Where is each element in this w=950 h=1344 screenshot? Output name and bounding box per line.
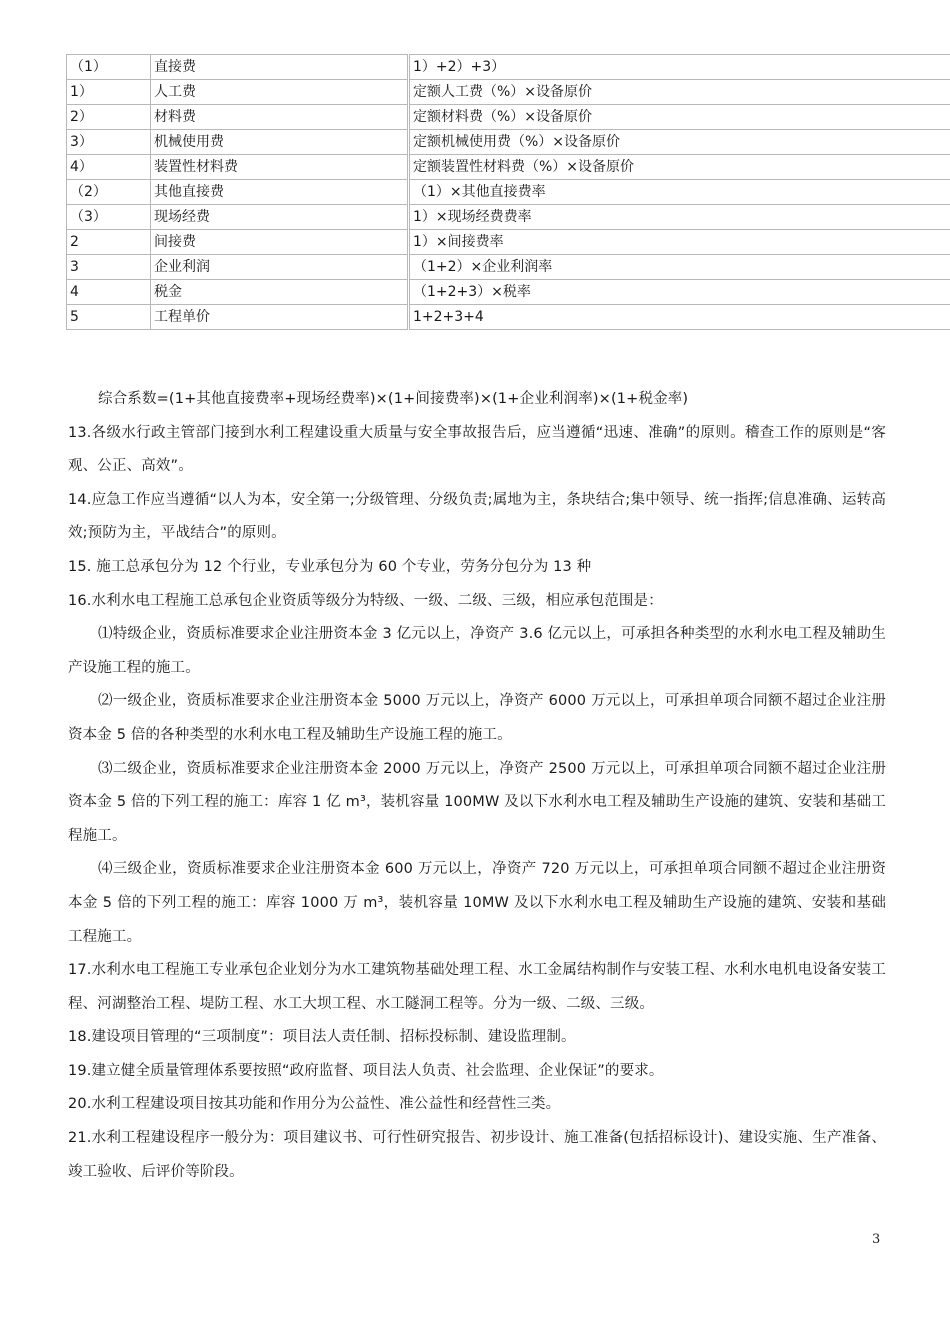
fee-item-cell: 间接费 — [151, 230, 409, 255]
fee-composition-table — [66, 54, 950, 330]
row-number-cell: 2 — [67, 230, 151, 255]
table-row — [67, 180, 950, 205]
item-21: 21.水利工程建设程序一般分为：项目建议书、可行性研究报告、初步设计、施工准备(包括招标设计)、建设实施、生产准备、竣工验收、后评价等阶段。 — [68, 1130, 886, 1180]
item-13: 13.各级水行政主管部门接到水利工程建设重大质量与安全事故报告后，应当遵循“迅速、准确”的原则。稽查工作的原则是“客观、公正、高效”。 — [68, 424, 886, 475]
fee-item-cell: 企业利润 — [151, 255, 409, 280]
calculation-cell: 1）×现场经费费率 — [409, 205, 950, 230]
fee-item-cell: 直接费 — [151, 55, 409, 80]
table-row — [67, 130, 950, 155]
composite-coefficient-formula: 综合系数=(1+其他直接费率+现场经费率)×(1+间接费率)×(1+企业利润率)×(1+税金率) — [98, 391, 689, 407]
calculation-cell: （1+2）×企业利润率 — [409, 255, 950, 280]
calculation-cell: 定额人工费（%）×设备原价 — [409, 80, 950, 105]
item-14: 14.应急工作应当遵循“以人为本，安全第一;分级管理、分级负责;属地为主，条块结合;集中领导、统一指挥;信息准确、运转高效;预防为主，平战结合”的原则。 — [68, 491, 886, 542]
row-number-cell: 4） — [67, 155, 151, 180]
calculation-cell: （1+2+3）×税率 — [409, 280, 950, 305]
item-16-sub-4: ⑷三级企业，资质标准要求企业注册资本金 600 万元以上，净资产 720 万元以上，可承担单项合同额不超过企业注册资本金 5 倍的下列工程的施工：库容 1000 万 m³，装机容量 10MW 及以下水利水电工程及辅助生产设施的建筑、安装和基础工程施工。 — [68, 861, 886, 945]
table-row — [67, 230, 950, 255]
row-number-cell: 1） — [67, 80, 151, 105]
fee-item-cell: 工程单价 — [151, 305, 409, 330]
item-17: 17.水利水电工程施工专业承包企业划分为水工建筑物基础处理工程、水工金属结构制作与安装工程、水利水电机电设备安装工程、河湖整治工程、堤防工程、水工大坝工程、水工隧洞工程等。分为一级、二级、三级。 — [68, 962, 886, 1012]
table-row — [67, 305, 950, 330]
calculation-cell: 1+2+3+4 — [409, 305, 950, 330]
fee-item-cell: 其他直接费 — [151, 180, 409, 205]
item-15: 15. 施工总承包分为 12 个行业，专业承包分为 60 个专业，劳务分包分为 13 种 — [68, 558, 592, 575]
item-18: 18.建设项目管理的“三项制度”：项目法人责任制、招标投标制、建设监理制。 — [68, 1029, 576, 1046]
calculation-cell: 1）×间接费率 — [409, 230, 950, 255]
fee-item-cell: 材料费 — [151, 105, 409, 130]
page-number: 3 — [872, 1232, 881, 1247]
fee-item-cell: 人工费 — [151, 80, 409, 105]
table-row — [67, 205, 950, 230]
fee-item-cell: 装置性材料费 — [151, 155, 409, 180]
calculation-cell: 定额材料费（%）×设备原价 — [409, 105, 950, 130]
row-number-cell: （2） — [67, 180, 151, 205]
calculation-cell: 定额装置性材料费（%）×设备原价 — [409, 155, 950, 180]
row-number-cell: 3） — [67, 130, 151, 155]
item-16: 16.水利水电工程施工总承包企业资质等级分为特级、一级、二级、三级，相应承包范围是： — [68, 592, 663, 609]
calculation-cell: 1）+2）+3） — [409, 55, 950, 80]
row-number-cell: 4 — [67, 280, 151, 305]
table-row — [67, 55, 950, 80]
item-20: 20.水利工程建设项目按其功能和作用分为公益性、准公益性和经营性三类。 — [68, 1096, 561, 1113]
item-16-sub-3: ⑶二级企业，资质标准要求企业注册资本金 2000 万元以上，净资产 2500 万元以上，可承担单项合同额不超过企业注册资本金 5 倍的下列工程的施工：库容 1 亿 m³，装机容量 100MW 及以下水利水电工程及辅助生产设施的建筑、安装和基础工程施工。 — [68, 760, 886, 844]
row-number-cell: 2） — [67, 105, 151, 130]
calculation-cell: 定额机械使用费（%）×设备原价 — [409, 130, 950, 155]
document-body — [68, 383, 886, 1189]
item-16-sub-2: ⑵一级企业，资质标准要求企业注册资本金 5000 万元以上，净资产 6000 万元以上，可承担单项合同额不超过企业注册资本金 5 倍的各种类型的水利水电工程及辅助生产设施工程的施工。 — [68, 693, 886, 743]
item-16-sub-1: ⑴特级企业，资质标准要求企业注册资本金 3 亿元以上，净资产 3.6 亿元以上，可承担各种类型的水利水电工程及辅助生产设施工程的施工。 — [68, 626, 886, 676]
calculation-cell: （1）×其他直接费率 — [409, 180, 950, 205]
row-number-cell: 3 — [67, 255, 151, 280]
fee-item-cell: 机械使用费 — [151, 130, 409, 155]
table-row — [67, 280, 950, 305]
item-19: 19.建立健全质量管理体系要按照“政府监督、项目法人负责、社会监理、企业保证”的要求。 — [68, 1062, 664, 1079]
table-row — [67, 80, 950, 105]
row-number-cell: 5 — [67, 305, 151, 330]
table-row — [67, 255, 950, 280]
table-row — [67, 155, 950, 180]
row-number-cell: （3） — [67, 205, 151, 230]
fee-item-cell: 税金 — [151, 280, 409, 305]
table-row — [67, 105, 950, 130]
row-number-cell: （1） — [67, 55, 151, 80]
fee-item-cell: 现场经费 — [151, 205, 409, 230]
